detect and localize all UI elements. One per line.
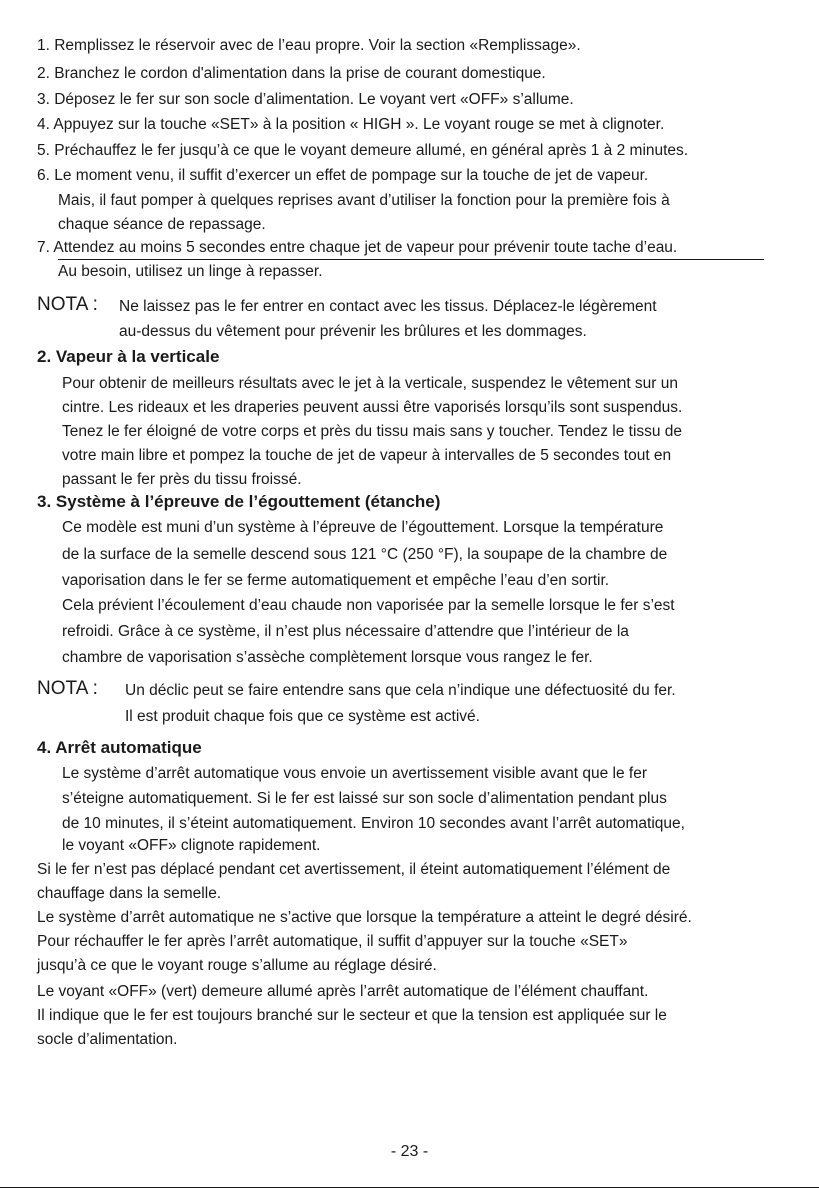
step-6-line-3: chaque séance de repassage. <box>58 216 266 233</box>
section-3-line-6: chambre de vaporisation s’assèche complètement lorsque vous rangez le fer. <box>62 649 593 666</box>
step-6-line-1: 6. Le moment venu, il suffit d’exercer un effet de pompage sur la touche de jet de vapeur. <box>37 167 649 184</box>
section-2-line-2: cintre. Les rideaux et les draperies peuvent aussi être vaporisés lorsqu’ils sont suspendus. <box>62 399 683 416</box>
step-7-line-1: 7. Attendez au moins 5 secondes entre chaque jet de vapeur pour prévenir toute tache d’eau. <box>37 239 678 256</box>
section-3-line-3: vaporisation dans le fer se ferme automatiquement et empêche l’eau d’en sortir. <box>62 572 610 589</box>
section-4-para-1-line-1: Si le fer n’est pas déplacé pendant cet avertissement, il éteint automatiquement l’élément de <box>37 861 671 878</box>
step-1: 1. Remplissez le réservoir avec de l’eau propre. Voir la section «Remplissage». <box>37 37 581 54</box>
section-4-line-2: s’éteigne automatiquement. Si le fer est laissé sur son socle d’alimentation pendant plus <box>62 790 667 807</box>
section-4-para-1-line-2: chauffage dans la semelle. <box>37 885 222 902</box>
bottom-rule <box>0 1187 819 1188</box>
section-4-title: 4. Arrêt automatique <box>37 738 202 757</box>
section-3-line-1: Ce modèle est muni d’un système à l’épreuve de l’égouttement. Lorsque la température <box>62 519 664 536</box>
step-7-underline <box>58 259 764 260</box>
section-4-line-1: Le système d’arrêt automatique vous envoie un avertissement visible avant que le fer <box>62 765 648 782</box>
nota-1-line-1: Ne laissez pas le fer entrer en contact avec les tissus. Déplacez-le légèrement <box>119 298 657 315</box>
nota-2-label: NOTA : <box>37 678 98 699</box>
section-4-line-3: de 10 minutes, il s’éteint automatiquement. Environ 10 secondes avant l’arrêt automatique, <box>62 815 685 832</box>
step-6-line-2: Mais, il faut pomper à quelques reprises avant d’utiliser la fonction pour la première fois à <box>58 192 670 209</box>
section-4-para-2-line-1: Le système d’arrêt automatique ne s’active que lorsque la température a atteint le degré désiré. <box>37 909 692 926</box>
page-number: - 23 - <box>390 1143 429 1160</box>
step-3: 3. Déposez le fer sur son socle d’alimentation. Le voyant vert «OFF» s’allume. <box>37 91 574 108</box>
nota-2-line-2: Il est produit chaque fois que ce système est activé. <box>125 708 480 725</box>
section-4-para-2-line-3: jusqu’à ce que le voyant rouge s’allume au réglage désiré. <box>37 957 437 974</box>
section-2-line-5: passant le fer près du tissu froissé. <box>62 471 302 488</box>
section-2-title: 2. Vapeur à la verticale <box>37 347 220 366</box>
section-2-line-3: Tenez le fer éloigné de votre corps et près du tissu mais sans y toucher. Tendez le tissu de <box>62 423 683 440</box>
section-3-line-5: refroidi. Grâce à ce système, il n’est plus nécessaire d’attendre que l’intérieur de la <box>62 623 629 640</box>
section-3-line-4: Cela prévient l’écoulement d’eau chaude non vaporisée par la semelle lorsque le fer s’est <box>62 597 675 614</box>
nota-1-line-2: au-dessus du vêtement pour prévenir les brûlures et les dommages. <box>119 323 587 340</box>
section-3-title: 3. Système à l’épreuve de l’égouttement (étanche) <box>37 492 441 511</box>
nota-2-line-1: Un déclic peut se faire entendre sans que cela n’indique une défectuosité du fer. <box>125 682 676 699</box>
step-7-line-2: Au besoin, utilisez un linge à repasser. <box>58 263 323 280</box>
section-4-para-3-line-3: socle d’alimentation. <box>37 1031 178 1048</box>
step-4: 4. Appuyez sur la touche «SET» à la position « HIGH ». Le voyant rouge se met à clignoter. <box>37 116 665 133</box>
section-2-line-4: votre main libre et pompez la touche de jet de vapeur à intervalles de 5 secondes tout en <box>62 447 672 464</box>
section-3-line-2: de la surface de la semelle descend sous 121 °C (250 °F), la soupape de la chambre de <box>62 546 668 563</box>
step-2: 2. Branchez le cordon d'alimentation dans la prise de courant domestique. <box>37 65 546 82</box>
section-4-line-4: le voyant «OFF» clignote rapidement. <box>62 837 321 854</box>
nota-1-label: NOTA : <box>37 294 98 315</box>
step-5: 5. Préchauffez le fer jusqu’à ce que le voyant demeure allumé, en général après 1 à 2 minutes. <box>37 142 689 159</box>
section-4-para-2-line-2: Pour réchauffer le fer après l’arrêt automatique, il suffit d’appuyer sur la touche «SET» <box>37 933 628 950</box>
section-4-para-3-line-1: Le voyant «OFF» (vert) demeure allumé après l’arrêt automatique de l’élément chauffant. <box>37 983 649 1000</box>
section-4-para-3-line-2: Il indique que le fer est toujours branché sur le secteur et que la tension est appliquée sur le <box>37 1007 667 1024</box>
section-2-line-1: Pour obtenir de meilleurs résultats avec le jet à la verticale, suspendez le vêtement sur un <box>62 375 679 392</box>
